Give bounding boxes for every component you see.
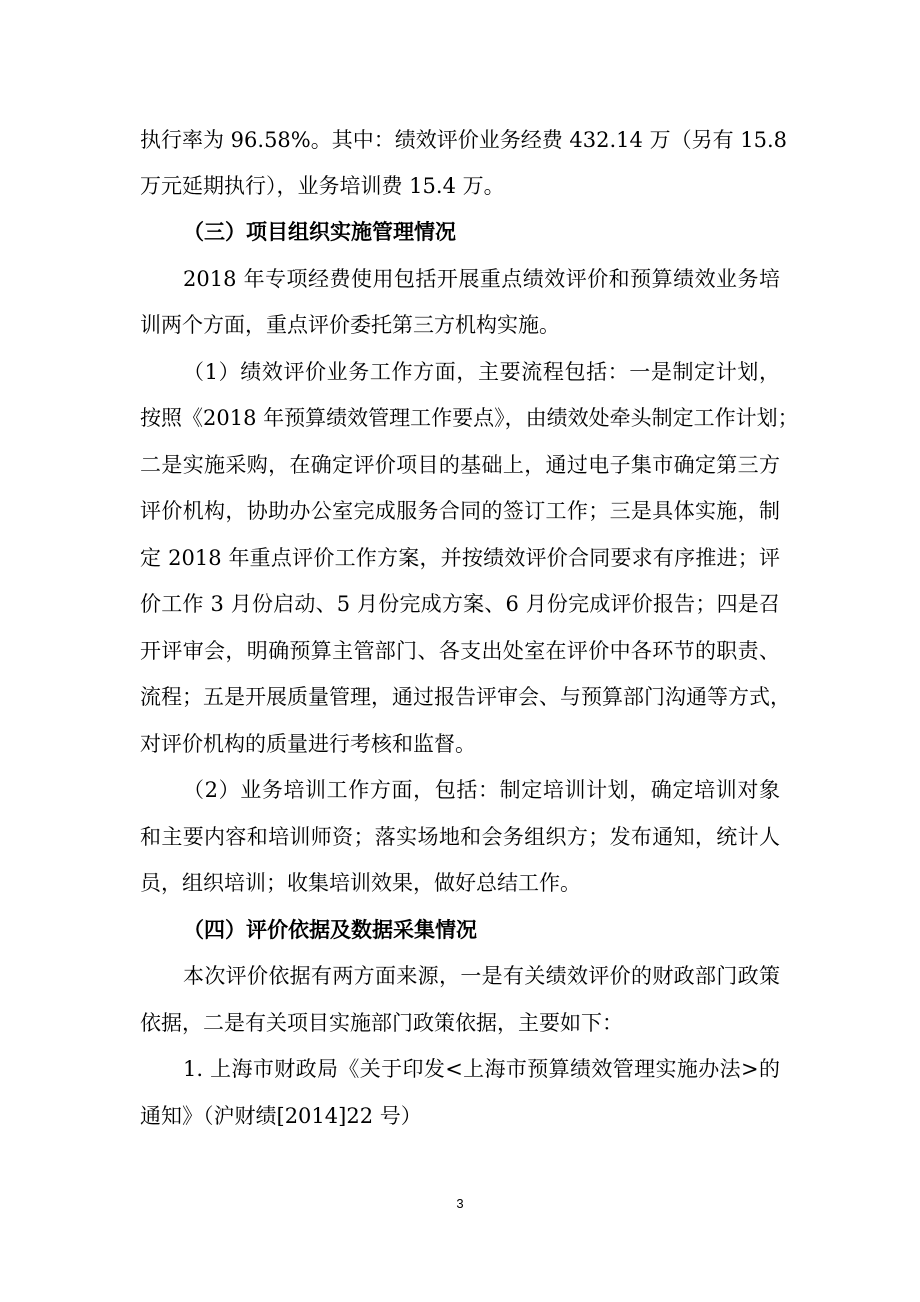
paragraph-line: 通知》（沪财绩[2014]22 号）	[140, 1104, 422, 1128]
section-heading: （四）评价依据及数据采集情况	[183, 918, 477, 942]
paragraph-line: 定 2018 年重点评价工作方案，并按绩效评价合同要求有序推进；评	[140, 546, 780, 570]
paragraph-line: 依据，二是有关项目实施部门政策依据，主要如下：	[140, 1011, 623, 1035]
paragraph-line: 流程；五是开展质量管理，通过报告评审会、与预算部门沟通等方式，	[140, 685, 791, 709]
paragraph-line: 价工作 3 月份启动、5 月份完成方案、6 月份完成评价报告；四是召	[140, 592, 780, 616]
section-heading: （三）项目组织实施管理情况	[183, 220, 456, 244]
paragraph-line: 本次评价依据有两方面来源，一是有关绩效评价的财政部门政策	[183, 964, 780, 988]
paragraph-line: 2018 年专项经费使用包括开展重点绩效评价和预算绩效业务培	[183, 267, 780, 291]
paragraph-line: 训两个方面，重点评价委托第三方机构实施。	[140, 313, 560, 337]
page-number: 3	[456, 1196, 464, 1211]
paragraph-line: 和主要内容和培训师资；落实场地和会务组织方；发布通知，统计人	[140, 825, 780, 849]
paragraph-line: 评价机构，协助办公室完成服务合同的签订工作；三是具体实施，制	[140, 499, 780, 523]
paragraph-line: （1）绩效评价业务工作方面，主要流程包括：一是制定计划，	[183, 360, 780, 384]
paragraph-line: 按照《2018 年预算绩效管理工作要点》，由绩效处牵头制定工作计划；	[140, 406, 799, 430]
paragraph-line: 1. 上海市财政局《关于印发<上海市预算绩效管理实施办法>的	[183, 1057, 780, 1081]
paragraph-line: 员，组织培训；收集培训效果，做好总结工作。	[140, 871, 581, 895]
paragraph-line: 二是实施采购，在确定评价项目的基础上，通过电子集市确定第三方	[140, 453, 780, 477]
paragraph-line: 万元延期执行），业务培训费 15.4 万。	[140, 174, 505, 198]
paragraph-line: 开评审会，明确预算主管部门、各支出处室在评价中各环节的职责、	[140, 639, 780, 663]
paragraph-line: 执行率为 96.58%。其中：绩效评价业务经费 432.14 万（另有 15.8	[140, 128, 788, 152]
paragraph-line: （2）业务培训工作方面，包括：制定培训计划，确定培训对象	[183, 778, 780, 802]
paragraph-line: 对评价机构的质量进行考核和监督。	[140, 732, 476, 756]
